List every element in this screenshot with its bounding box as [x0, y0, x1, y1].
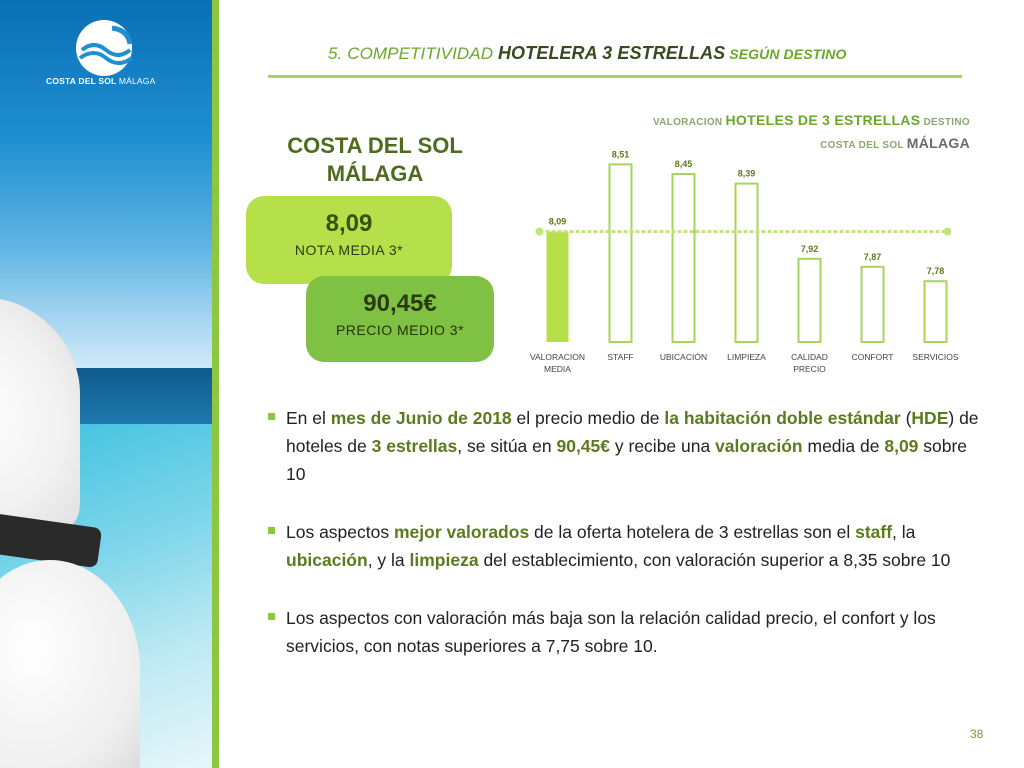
category-label-1-0: STAFF — [607, 352, 634, 362]
bar-value-label-0: 8,09 — [548, 216, 567, 227]
brand-name: COSTA DEL SOL MÁLAGA — [46, 76, 156, 86]
kpi-average-price-value: 90,45€ — [363, 290, 437, 317]
bar-value-label-2: 8,45 — [674, 159, 693, 169]
category-label-0-1: MEDIA — [544, 364, 571, 374]
title-underline — [268, 75, 962, 78]
chart-title: VALORACION HOTELES DE 3 ESTRELLAS DESTINO COSTA DEL SOL MÁLAGA — [652, 112, 970, 151]
bar-3 — [736, 184, 758, 342]
page-number: 38 — [970, 727, 984, 741]
bar-value-label-6: 7,78 — [926, 266, 945, 277]
kpi-average-price-label: PRECIO MEDIO 3* — [335, 322, 465, 338]
reference-start-dot — [536, 228, 544, 236]
kpi-average-score-value: 8,09 — [325, 210, 373, 237]
reference-end-dot — [944, 228, 952, 236]
kpi-average-price — [306, 276, 494, 362]
bar-0 — [547, 232, 569, 342]
category-label-3-0: LIMPIEZA — [727, 352, 766, 362]
kpi-average-score — [246, 196, 452, 284]
green-divider — [212, 0, 219, 768]
bar-value-label-5: 7,87 — [863, 251, 882, 262]
bar-5 — [862, 267, 884, 342]
bar-value-label-3: 8,39 — [737, 168, 756, 179]
ratings-bar-chart — [520, 120, 970, 390]
umbrella-shape — [0, 287, 80, 543]
bar-value-label-1: 8,51 — [611, 149, 630, 160]
slide-title: 5. COMPETITIVIDAD HOTELERA 3 ESTRELLAS SEGÚN DESTINO — [328, 43, 847, 63]
category-label-4-1: PRECIO — [793, 364, 826, 374]
bullet-list — [266, 404, 986, 690]
category-label-0-0: VALORACION — [529, 352, 586, 362]
bar-2 — [673, 174, 695, 342]
bullet-2: Los aspectos mejor valorados de la oferta hotelera de 3 estrellas son el staff, la ubicación, y la limpieza del establecimiento, con valoración superior a 8,35 sobre 10 — [266, 518, 986, 574]
bullet-3: Los aspectos con valoración más baja son la relación calidad precio, el confort y los servicios, con notas superiores a 7,75 sobre 10. — [266, 604, 986, 660]
beach-photo — [0, 0, 212, 768]
bullet-1: En el mes de Junio de 2018 el precio medio de la habitación doble estándar (HDE) de hoteles de 3 estrellas, se sitúa en 90,45€ y recibe una valoración media de 8,09 sobre 10 — [266, 404, 986, 488]
category-label-6-0: SERVICIOS — [912, 352, 959, 362]
category-label-5-0: CONFORT — [851, 352, 894, 362]
category-label-2-0: UBICACIÓN — [659, 352, 708, 362]
region-title: COSTA DEL SOL MÁLAGA — [287, 133, 463, 186]
category-label-4-0: CALIDAD — [791, 352, 828, 362]
kpi-average-score-label: NOTA MEDIA 3* — [294, 242, 404, 258]
bar-value-label-4: 7,92 — [800, 243, 819, 254]
bar-4 — [799, 259, 821, 342]
bar-1 — [610, 164, 632, 342]
bar-6 — [925, 281, 947, 342]
